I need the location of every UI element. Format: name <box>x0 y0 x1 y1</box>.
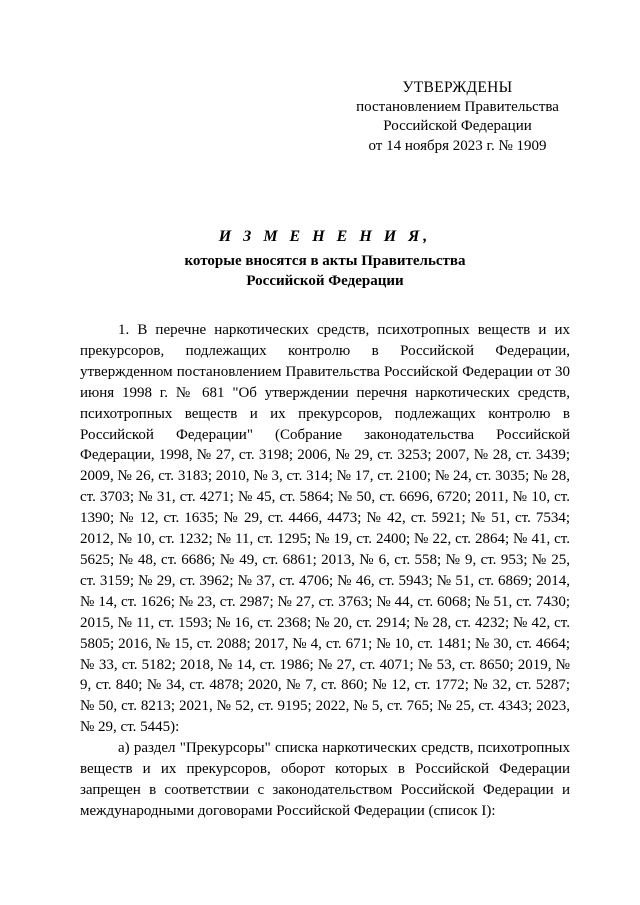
heading-title: И З М Е Н Е Н И Я, <box>218 228 432 245</box>
document-heading <box>80 226 570 291</box>
heading-subtitle-line2: Российской Федерации <box>246 272 404 289</box>
approval-line-date: от 14 ноября 2023 г. № 1909 <box>368 137 547 154</box>
paragraph-1: 1. В перечне наркотических средств, психотропных веществ и их прекурсоров, подлежащих контролю в Российской Федерации, утвержденном постановлением Правительства Российской Федерации от 30 июня 1998 г. № 681 "Об утверждении перечня наркотических средств, психотропных веществ и их прекурсоров, подлежащих контролю в Российской Федерации" (Собрание законодательства Российской Федерации, 1998, № 27, ст. 3198; 2006, № 29, ст. 3253; 2007, № 28, ст. 3439; 2009, № 26, ст. 3183; 2010, № 3, ст. 314; № 17, ст. 2100; № 24, ст. 3035; № 28, ст. 3703; № 31, ст. 4271; № 45, ст. 5864; № 50, ст. 6696, 6720; 2011, № 10, ст. 1390; № 12, ст. 1635; № 29, ст. 4466, 4473; № 42, ст. 5921; № 51, ст. 7534; 2012, № 10, ст. 1232; № 11, ст. 1295; № 19, ст. 2400; № 22, ст. 2864; № 41, ст. 5625; № 48, ст. 6686; № 49, ст. 6861; 2013, № 6, ст. 558; № 9, ст. 953; № 25, ст. 3159; № 29, ст. 3962; № 37, ст. 4706; № 46, ст. 5943; № 51, ст. 6869; 2014, № 14, ст. 1626; № 23, ст. 2987; № 27, ст. 3763; № 44, ст. 6068; № 51, ст. 7430; 2015, № 11, ст. 1593; № 16, ст. 2368; № 20, ст. 2914; № 28, ст. 4232; № 42, ст. 5805; 2016, № 15, ст. 2088; 2017, № 4, ст. 671; № 10, ст. 1481; № 30, ст. 4664; № 33, ст. 5182; 2018, № 14, ст. 1986; № 27, ст. 4071; № 53, ст. 8650; 2019, № 9, ст. 840; № 34, ст. 4878; 2020, № 7, ст. 860; № 12, ст. 1772; № 32, ст. 5287; № 50, ст. 8213; 2021, № 52, ст. 9195; 2022, № 5, ст. 765; № 25, ст. 4343; 2023, № 29, ст. 5445): <box>80 322 570 736</box>
approval-label: УТВЕРЖДЕНЫ <box>402 79 513 96</box>
approval-block <box>330 78 585 156</box>
approval-line-government: Российской Федерации <box>383 118 532 134</box>
document-body <box>80 320 570 822</box>
heading-subtitle-line1: которые вносятся в акты Правительства <box>184 253 466 269</box>
approval-line-decree: постановлением Правительства <box>356 98 559 115</box>
paragraph-2: а) раздел "Прекурсоры" списка наркотических средств, психотропных веществ и их прекурсоров, оборот которых в Российской Федерации запрещен в соответствии с законодательством Российской Федерации и международными договорами Российской Федерации (список I): <box>80 740 570 819</box>
